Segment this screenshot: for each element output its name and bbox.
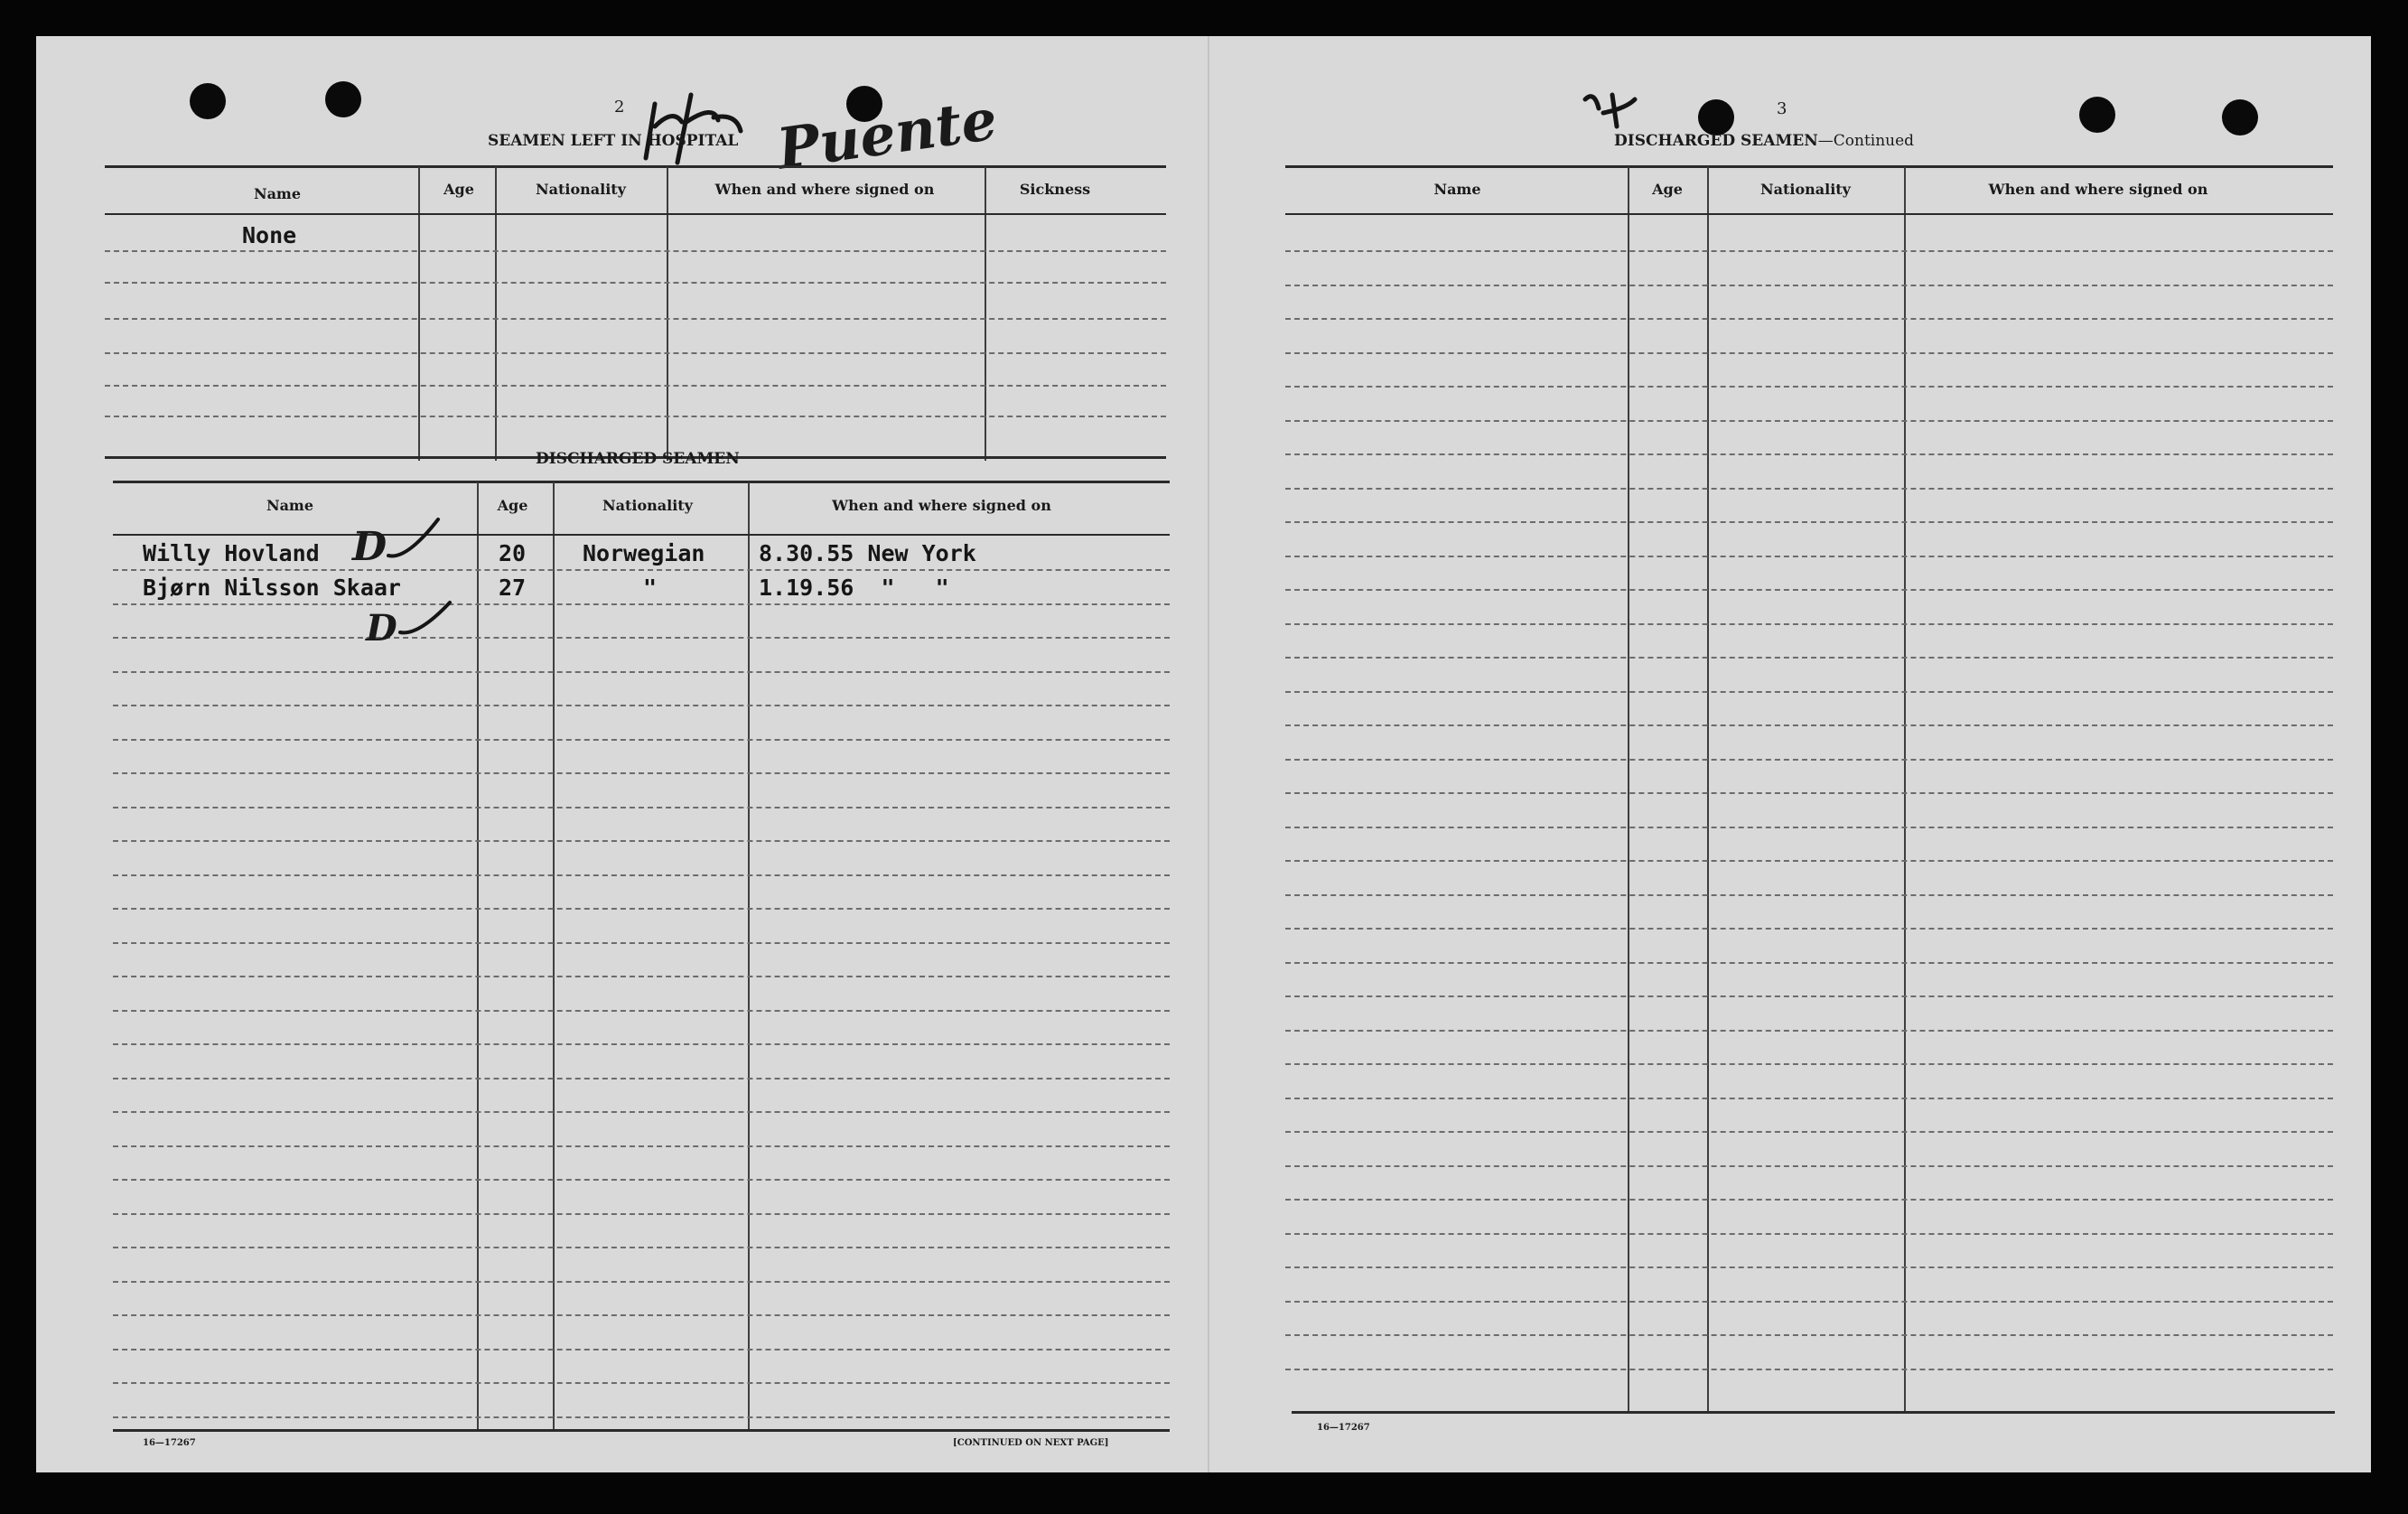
column-header-nationality: Nationality xyxy=(602,497,693,514)
table-row-line xyxy=(113,1314,1170,1316)
discharged-row-mark: D xyxy=(366,607,397,650)
table-row-line xyxy=(1285,1266,2333,1268)
handwritten-note: Puente xyxy=(773,86,1002,182)
table-row-line xyxy=(1285,1165,2333,1167)
table-row-line xyxy=(113,840,1170,842)
table-row-line xyxy=(1285,1334,2333,1336)
discharged-row-age: 20 xyxy=(499,540,527,566)
table-row-line xyxy=(113,1179,1170,1181)
table-row-line xyxy=(1285,1199,2333,1201)
discharged-row-signed-on: 1.19.56 " " xyxy=(759,575,949,601)
table-row-line xyxy=(1285,318,2333,320)
table-row-line xyxy=(1285,827,2333,828)
punch-hole xyxy=(1698,99,1734,136)
table-rule xyxy=(105,165,1166,168)
table-row-line xyxy=(1285,995,2333,997)
table-row-line xyxy=(113,1078,1170,1079)
table-row-line xyxy=(1285,1369,2333,1370)
document-sheet xyxy=(36,36,2371,1472)
table-row-line xyxy=(1285,386,2333,388)
check-mark-icon xyxy=(396,598,459,643)
table-row-line xyxy=(113,1416,1170,1418)
table-row-line xyxy=(1285,556,2333,557)
table-row-line xyxy=(113,976,1170,977)
table-row-line xyxy=(105,282,1166,284)
table-row-line xyxy=(1285,1233,2333,1235)
table-row-line xyxy=(113,772,1170,774)
table-rule xyxy=(113,1429,1170,1432)
title-text: DISCHARGED SEAMEN xyxy=(1614,132,1818,150)
table-rule xyxy=(113,534,1170,536)
page-number: 2 xyxy=(614,98,625,117)
table-row-line xyxy=(1285,894,2333,896)
column-header-nationality: Nationality xyxy=(536,181,626,198)
table-row-line xyxy=(113,739,1170,741)
column-header-name: Name xyxy=(1433,181,1481,198)
table-row-line xyxy=(113,1281,1170,1283)
table-row-line xyxy=(1285,1063,2333,1065)
column-divider xyxy=(553,482,555,1431)
discharged-continued-title xyxy=(1614,132,1914,150)
table-row-line xyxy=(113,1382,1170,1384)
table-row-line xyxy=(1285,1030,2333,1032)
table-row-line xyxy=(1285,589,2333,591)
page-number: 3 xyxy=(1777,99,1787,118)
table-row-line xyxy=(1285,759,2333,761)
discharged-row-nationality: " xyxy=(643,575,658,601)
table-row-line xyxy=(113,603,1170,605)
table-row-line xyxy=(1285,928,2333,930)
table-row-line xyxy=(113,1213,1170,1215)
column-header-age: Age xyxy=(497,497,528,514)
table-row-line xyxy=(113,1349,1170,1350)
table-row-line xyxy=(113,1111,1170,1113)
table-row-line xyxy=(1285,623,2333,625)
hospital-section-title: SEAMEN LEFT IN HOSPITAL xyxy=(488,132,739,150)
column-header-name: Name xyxy=(266,497,314,514)
table-row-line xyxy=(1285,962,2333,964)
hospital-row-name: None xyxy=(242,222,297,248)
discharged-row-name: Bjørn Nilsson Skaar xyxy=(143,575,401,601)
check-mark-icon xyxy=(384,515,447,569)
table-row-line xyxy=(1285,691,2333,693)
table-row-line xyxy=(113,807,1170,808)
discharged-row-nationality: Norwegian xyxy=(583,540,705,566)
table-rule xyxy=(1292,1411,2335,1414)
table-row-line xyxy=(113,908,1170,910)
column-header-age: Age xyxy=(443,181,474,198)
form-number: 16—17267 xyxy=(1317,1423,1370,1433)
table-row-line xyxy=(1285,250,2333,252)
continued-note: [CONTINUED ON NEXT PAGE] xyxy=(953,1438,1109,1448)
column-header-sickness: Sickness xyxy=(1019,181,1091,198)
punch-hole xyxy=(2079,97,2115,133)
punch-hole xyxy=(190,83,226,119)
punch-hole xyxy=(2222,99,2258,136)
table-row-line xyxy=(1285,1131,2333,1133)
table-row-line xyxy=(113,569,1170,571)
column-header-age: Age xyxy=(1652,181,1683,198)
table-rule xyxy=(105,213,1166,215)
table-row-line xyxy=(105,352,1166,354)
table-row-line xyxy=(1285,1098,2333,1099)
table-rule xyxy=(1285,213,2333,215)
table-row-line xyxy=(1285,420,2333,422)
table-row-line xyxy=(1285,657,2333,659)
table-row-line xyxy=(113,1043,1170,1045)
table-row-line xyxy=(113,637,1170,639)
table-row-line xyxy=(1285,453,2333,455)
table-rule xyxy=(113,481,1170,483)
column-header-name: Name xyxy=(253,185,302,202)
column-divider xyxy=(1707,167,1709,1414)
discharged-row-signed-on: 8.30.55 New York xyxy=(759,540,976,566)
table-row-line xyxy=(113,671,1170,673)
punch-hole xyxy=(325,81,361,117)
table-row-line xyxy=(1285,724,2333,726)
column-header-signed-on: When and where signed on xyxy=(1988,181,2208,198)
discharged-row-age: 27 xyxy=(499,575,527,601)
table-row-line xyxy=(105,416,1166,417)
table-row-line xyxy=(113,1010,1170,1012)
table-row-line xyxy=(1285,521,2333,523)
table-row-line xyxy=(1285,285,2333,286)
discharged-row-name: Willy Hovland xyxy=(143,540,320,566)
column-header-nationality: Nationality xyxy=(1760,181,1851,198)
column-divider xyxy=(477,482,479,1431)
table-row-line xyxy=(105,385,1166,387)
table-row-line xyxy=(113,874,1170,876)
table-row-line xyxy=(113,1145,1170,1147)
discharged-row-mark: D xyxy=(352,524,387,570)
table-row-line xyxy=(105,318,1166,320)
column-header-signed-on: When and where signed on xyxy=(714,181,935,198)
column-divider xyxy=(1904,167,1906,1414)
title-suffix: —Continued xyxy=(1817,132,1915,150)
table-row-line xyxy=(1285,352,2333,354)
table-row-line xyxy=(1285,860,2333,862)
column-header-signed-on: When and where signed on xyxy=(832,497,1051,514)
table-row-line xyxy=(1285,792,2333,794)
page-fold xyxy=(1208,36,1209,1472)
table-row-line xyxy=(113,705,1170,706)
column-divider xyxy=(1628,167,1629,1414)
column-divider xyxy=(748,482,750,1431)
form-number: 16—17267 xyxy=(143,1438,196,1448)
discharged-section-title: DISCHARGED SEAMEN xyxy=(536,450,740,468)
table-row-line xyxy=(1285,488,2333,490)
table-row-line xyxy=(113,1247,1170,1248)
table-rule xyxy=(1285,165,2333,168)
table-row-line xyxy=(113,942,1170,944)
table-row-line xyxy=(1285,1301,2333,1303)
table-row-line xyxy=(105,250,1166,252)
